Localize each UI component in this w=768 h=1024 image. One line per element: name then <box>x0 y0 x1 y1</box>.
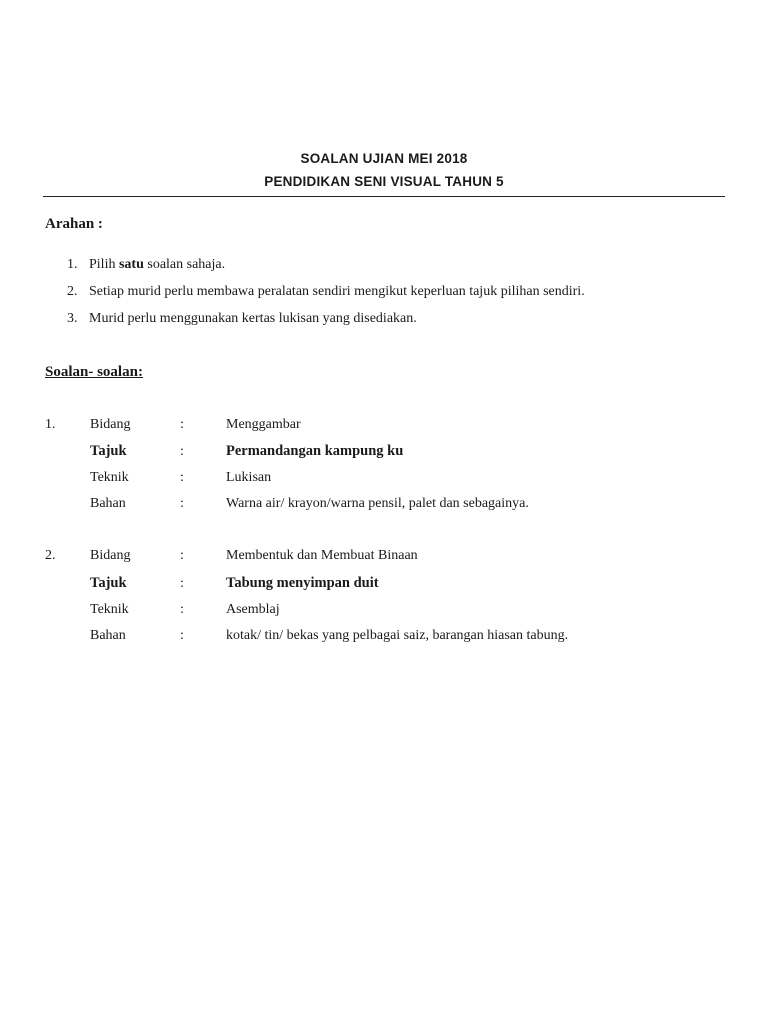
document-subtitle: PENDIDIKAN SENI VISUAL TAHUN 5 <box>264 174 504 189</box>
question-number-2: 2. <box>45 548 56 563</box>
field-label-bidang: Bidang <box>90 417 131 432</box>
instruction-text-pre: Pilih <box>89 257 119 272</box>
instruction-item-2 <box>67 284 585 300</box>
instruction-number: 2. <box>67 284 78 299</box>
field-value-bahan: kotak/ tin/ bekas yang pelbagai saiz, barangan hiasan tabung. <box>226 628 569 643</box>
soalan-heading: Soalan- soalan: <box>45 364 143 380</box>
field-label-teknik: Teknik <box>90 470 129 485</box>
field-label-tajuk: Tajuk <box>90 575 127 591</box>
field-value-tajuk: Tabung menyimpan duit <box>226 575 379 591</box>
field-colon: : <box>180 548 184 563</box>
field-colon: : <box>180 470 184 485</box>
field-label-teknik: Teknik <box>90 602 129 617</box>
field-value-teknik: Asemblaj <box>226 602 280 617</box>
instruction-text: Murid perlu menggunakan kertas lukisan yang disediakan. <box>89 311 417 326</box>
document-title: SOALAN UJIAN MEI 2018 <box>300 151 468 166</box>
field-label-bidang: Bidang <box>90 548 131 563</box>
question-number-1: 1. <box>45 417 56 432</box>
field-value-bidang: Menggambar <box>226 417 301 432</box>
instruction-text: Setiap murid perlu membawa peralatan sendiri mengikut keperluan tajuk pilihan sendiri. <box>89 284 585 299</box>
field-label-bahan: Bahan <box>90 496 126 511</box>
field-colon: : <box>180 602 184 617</box>
field-colon: : <box>180 417 184 432</box>
field-value-bahan: Warna air/ krayon/warna pensil, palet dan sebagainya. <box>226 496 529 511</box>
instruction-emphasis: satu <box>118 257 144 272</box>
instruction-number: 3. <box>67 311 78 326</box>
field-colon: : <box>180 496 184 511</box>
instruction-text-post: soalan sahaja. <box>143 257 226 272</box>
field-colon: : <box>180 444 184 459</box>
arahan-heading: Arahan : <box>45 216 103 232</box>
field-label-bahan: Bahan <box>90 628 126 643</box>
title-divider <box>43 196 725 197</box>
field-value-bidang: Membentuk dan Membuat Binaan <box>226 548 418 563</box>
field-label-tajuk: Tajuk <box>90 443 127 459</box>
instruction-item-1 <box>67 257 225 273</box>
instruction-number: 1. <box>67 257 78 272</box>
field-value-tajuk: Permandangan kampung ku <box>226 443 404 459</box>
field-value-teknik: Lukisan <box>226 470 272 485</box>
field-colon: : <box>180 576 184 591</box>
field-colon: : <box>180 628 184 643</box>
instruction-item-3 <box>67 311 417 327</box>
